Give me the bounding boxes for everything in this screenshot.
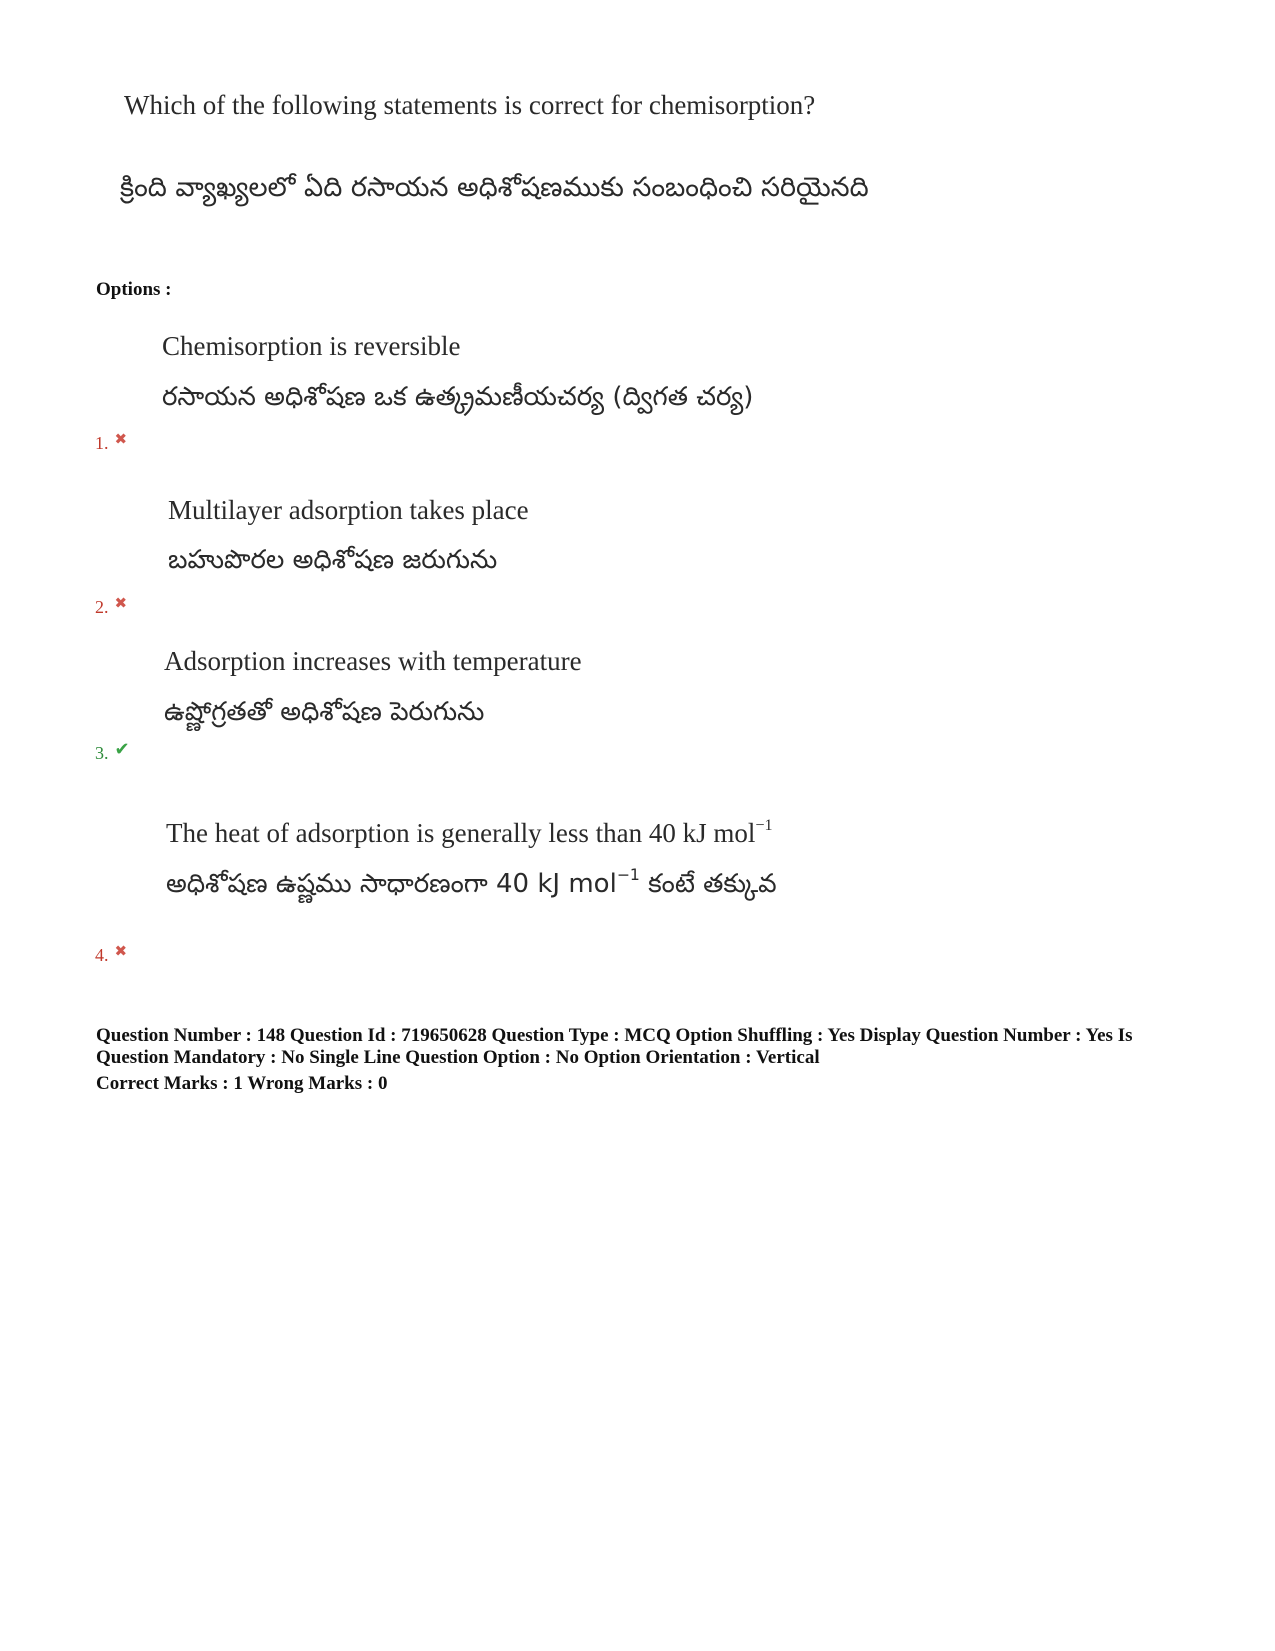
option-4-english-superscript: −1 [755, 816, 773, 834]
option-4-number-label: 4. [95, 945, 109, 965]
marks-info: Correct Marks : 1 Wrong Marks : 0 [96, 1073, 388, 1094]
option-4-telugu-superscript: −1 [616, 866, 640, 885]
option-2-number [95, 597, 127, 618]
check-icon: ✔ [114, 739, 130, 759]
option-1-english: Chemisorption is reversible [162, 331, 461, 361]
option-4-number [95, 945, 127, 966]
question-metadata-line-1: Question Number : 148 Question Id : 719650628 Question Type : MCQ Option Shuffling : Yes Display Question Number : Yes Is [96, 1025, 1133, 1046]
option-3-number [95, 739, 130, 764]
option-3-telugu: ఉష్ణోగ్రతతో అధిశోషణ పెరుగును [164, 697, 485, 727]
option-2-telugu: బహుపొరల అధిశోషణ జరుగును [168, 545, 498, 575]
question-text-english: Which of the following statements is correct for chemisorption? [124, 90, 816, 120]
question-metadata-line-2: Question Mandatory : No Single Line Question Option : No Option Orientation : Vertical [96, 1047, 820, 1068]
option-1-number-label: 1. [95, 433, 109, 453]
option-4-telugu [166, 866, 777, 905]
option-2-english: Multilayer adsorption takes place [168, 495, 529, 525]
cross-icon: ✖ [114, 596, 128, 612]
option-2-number-label: 2. [95, 597, 109, 617]
cross-icon: ✖ [114, 944, 128, 960]
option-4-english [166, 818, 773, 849]
option-1-number [95, 433, 127, 454]
option-3-english: Adsorption increases with temperature [164, 646, 582, 676]
option-1-telugu: రసాయన అధిశోషణ ఒక ఉత్క్రమణీయచర్య (ద్విగత చర్య) [162, 382, 754, 412]
cross-icon: ✖ [114, 432, 128, 448]
option-3-number-label: 3. [95, 743, 109, 763]
question-text-telugu: క్రింది వ్యాఖ్యలలో ఏది రసాయన అధిశోషణముకు సంబంధించి సరియైనది [120, 172, 869, 203]
option-4-telugu-text: అధిశోషణ ఉష్ణము సాధారణంగా 40 kJ mol [166, 869, 617, 899]
option-4-telugu-text-end: కంటే తక్కువ [639, 869, 777, 899]
option-4-english-text: The heat of adsorption is generally less than 40 kJ mol [166, 818, 756, 848]
options-label: Options : [96, 279, 172, 300]
